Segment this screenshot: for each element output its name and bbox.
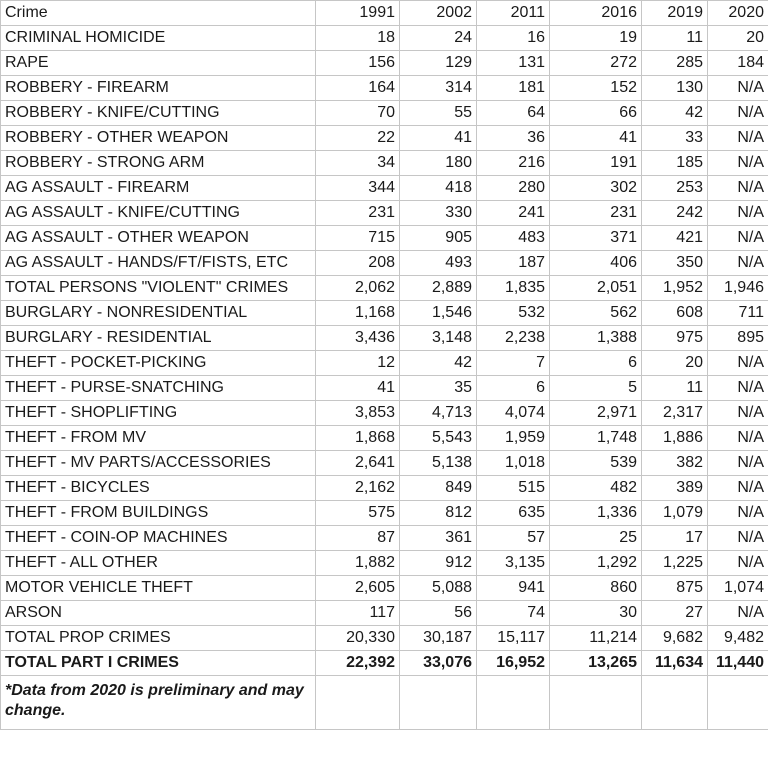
value-cell: 849	[400, 476, 477, 501]
value-cell: 3,436	[316, 326, 400, 351]
value-cell: 185	[642, 151, 708, 176]
value-cell: 5,088	[400, 576, 477, 601]
value-cell: N/A	[708, 351, 768, 376]
value-cell: 285	[642, 51, 708, 76]
table-row	[1, 601, 768, 626]
value-cell: 11,634	[642, 651, 708, 676]
value-cell: 241	[477, 201, 550, 226]
value-cell: 74	[477, 601, 550, 626]
crime-name-cell: THEFT - ALL OTHER	[1, 551, 316, 576]
value-cell: 812	[400, 501, 477, 526]
value-cell: N/A	[708, 476, 768, 501]
empty-cell	[477, 676, 550, 730]
table-row	[1, 226, 768, 251]
crime-name-cell: AG ASSAULT - FIREARM	[1, 176, 316, 201]
value-cell: 361	[400, 526, 477, 551]
value-cell: 1,959	[477, 426, 550, 451]
value-cell: 87	[316, 526, 400, 551]
value-cell: 4,074	[477, 401, 550, 426]
table-row	[1, 576, 768, 601]
value-cell: 152	[550, 76, 642, 101]
value-cell: 350	[642, 251, 708, 276]
value-cell: 3,853	[316, 401, 400, 426]
value-cell: 20	[642, 351, 708, 376]
value-cell: N/A	[708, 101, 768, 126]
value-cell: 483	[477, 226, 550, 251]
value-cell: 875	[642, 576, 708, 601]
value-cell: 117	[316, 601, 400, 626]
value-cell: 715	[316, 226, 400, 251]
crime-name-cell: ROBBERY - OTHER WEAPON	[1, 126, 316, 151]
value-cell: 493	[400, 251, 477, 276]
value-cell: 41	[550, 126, 642, 151]
crime-name-cell: BURGLARY - NONRESIDENTIAL	[1, 301, 316, 326]
table-row	[1, 176, 768, 201]
empty-cell	[316, 676, 400, 730]
value-cell: 11,440	[708, 651, 768, 676]
value-cell: 181	[477, 76, 550, 101]
crime-name-cell: THEFT - PURSE-SNATCHING	[1, 376, 316, 401]
value-cell: 418	[400, 176, 477, 201]
value-cell: 1,225	[642, 551, 708, 576]
value-cell: 5	[550, 376, 642, 401]
crime-name-cell: BURGLARY - RESIDENTIAL	[1, 326, 316, 351]
crime-name-cell: AG ASSAULT - HANDS/FT/FISTS, ETC	[1, 251, 316, 276]
value-cell: 482	[550, 476, 642, 501]
value-cell: 13,265	[550, 651, 642, 676]
column-header-2011: 2011	[477, 1, 550, 26]
value-cell: N/A	[708, 401, 768, 426]
empty-cell	[400, 676, 477, 730]
crime-name-cell: ARSON	[1, 601, 316, 626]
value-cell: 55	[400, 101, 477, 126]
value-cell: 2,162	[316, 476, 400, 501]
table-row	[1, 276, 768, 301]
value-cell: 180	[400, 151, 477, 176]
value-cell: 1,952	[642, 276, 708, 301]
crime-name-cell: THEFT - FROM BUILDINGS	[1, 501, 316, 526]
value-cell: 1,292	[550, 551, 642, 576]
header-row	[1, 1, 768, 26]
crime-name-cell: THEFT - BICYCLES	[1, 476, 316, 501]
value-cell: 33	[642, 126, 708, 151]
value-cell: 7	[477, 351, 550, 376]
value-cell: 24	[400, 26, 477, 51]
value-cell: 280	[477, 176, 550, 201]
value-cell: 131	[477, 51, 550, 76]
value-cell: 16	[477, 26, 550, 51]
value-cell: N/A	[708, 201, 768, 226]
value-cell: 2,641	[316, 451, 400, 476]
value-cell: 532	[477, 301, 550, 326]
value-cell: 17	[642, 526, 708, 551]
value-cell: 1,868	[316, 426, 400, 451]
value-cell: 3,135	[477, 551, 550, 576]
value-cell: 12	[316, 351, 400, 376]
table-row	[1, 151, 768, 176]
value-cell: 30,187	[400, 626, 477, 651]
value-cell: N/A	[708, 526, 768, 551]
value-cell: N/A	[708, 426, 768, 451]
table-row	[1, 301, 768, 326]
crime-name-cell: ROBBERY - STRONG ARM	[1, 151, 316, 176]
value-cell: 33,076	[400, 651, 477, 676]
crime-name-cell: TOTAL PART I CRIMES	[1, 651, 316, 676]
value-cell: 1,886	[642, 426, 708, 451]
value-cell: 11	[642, 26, 708, 51]
column-header-1991: 1991	[316, 1, 400, 26]
footnote-row	[1, 676, 768, 730]
value-cell: 635	[477, 501, 550, 526]
value-cell: N/A	[708, 126, 768, 151]
table-row	[1, 501, 768, 526]
value-cell: 2,605	[316, 576, 400, 601]
value-cell: 272	[550, 51, 642, 76]
value-cell: 406	[550, 251, 642, 276]
value-cell: 539	[550, 451, 642, 476]
table-row	[1, 76, 768, 101]
crime-name-cell: MOTOR VEHICLE THEFT	[1, 576, 316, 601]
value-cell: 18	[316, 26, 400, 51]
value-cell: 314	[400, 76, 477, 101]
value-cell: 860	[550, 576, 642, 601]
value-cell: 1,882	[316, 551, 400, 576]
value-cell: 5,138	[400, 451, 477, 476]
empty-cell	[642, 676, 708, 730]
value-cell: 344	[316, 176, 400, 201]
value-cell: 1,388	[550, 326, 642, 351]
value-cell: N/A	[708, 601, 768, 626]
crime-name-cell: THEFT - SHOPLIFTING	[1, 401, 316, 426]
column-header-2002: 2002	[400, 1, 477, 26]
value-cell: 302	[550, 176, 642, 201]
value-cell: 56	[400, 601, 477, 626]
value-cell: 1,336	[550, 501, 642, 526]
value-cell: 231	[550, 201, 642, 226]
crime-name-cell: THEFT - COIN-OP MACHINES	[1, 526, 316, 551]
value-cell: 2,317	[642, 401, 708, 426]
value-cell: 253	[642, 176, 708, 201]
value-cell: 562	[550, 301, 642, 326]
value-cell: 36	[477, 126, 550, 151]
crime-name-cell: RAPE	[1, 51, 316, 76]
table-row	[1, 351, 768, 376]
value-cell: 231	[316, 201, 400, 226]
value-cell: 9,682	[642, 626, 708, 651]
value-cell: 975	[642, 326, 708, 351]
value-cell: N/A	[708, 451, 768, 476]
value-cell: 30	[550, 601, 642, 626]
crime-name-cell: AG ASSAULT - OTHER WEAPON	[1, 226, 316, 251]
value-cell: 35	[400, 376, 477, 401]
value-cell: N/A	[708, 176, 768, 201]
value-cell: 22,392	[316, 651, 400, 676]
value-cell: 216	[477, 151, 550, 176]
value-cell: 1,946	[708, 276, 768, 301]
value-cell: 1,546	[400, 301, 477, 326]
value-cell: 6	[477, 376, 550, 401]
table-row	[1, 26, 768, 51]
value-cell: 6	[550, 351, 642, 376]
value-cell: 22	[316, 126, 400, 151]
value-cell: 3,148	[400, 326, 477, 351]
value-cell: 41	[400, 126, 477, 151]
value-cell: 905	[400, 226, 477, 251]
table-row	[1, 551, 768, 576]
value-cell: 11	[642, 376, 708, 401]
value-cell: 57	[477, 526, 550, 551]
value-cell: 382	[642, 451, 708, 476]
value-cell: 164	[316, 76, 400, 101]
value-cell: 5,543	[400, 426, 477, 451]
value-cell: 66	[550, 101, 642, 126]
value-cell: 2,238	[477, 326, 550, 351]
value-cell: 515	[477, 476, 550, 501]
value-cell: 19	[550, 26, 642, 51]
value-cell: 156	[316, 51, 400, 76]
value-cell: N/A	[708, 151, 768, 176]
value-cell: 25	[550, 526, 642, 551]
value-cell: 1,748	[550, 426, 642, 451]
value-cell: 70	[316, 101, 400, 126]
table-row	[1, 476, 768, 501]
value-cell: 130	[642, 76, 708, 101]
value-cell: N/A	[708, 376, 768, 401]
value-cell: 129	[400, 51, 477, 76]
value-cell: 191	[550, 151, 642, 176]
value-cell: 15,117	[477, 626, 550, 651]
table-row	[1, 376, 768, 401]
value-cell: 11,214	[550, 626, 642, 651]
table-row	[1, 51, 768, 76]
value-cell: N/A	[708, 76, 768, 101]
value-cell: 895	[708, 326, 768, 351]
value-cell: 34	[316, 151, 400, 176]
value-cell: 187	[477, 251, 550, 276]
crime-name-cell: THEFT - FROM MV	[1, 426, 316, 451]
empty-cell	[550, 676, 642, 730]
value-cell: 20,330	[316, 626, 400, 651]
value-cell: 42	[400, 351, 477, 376]
value-cell: 1,074	[708, 576, 768, 601]
table-row	[1, 526, 768, 551]
value-cell: 421	[642, 226, 708, 251]
value-cell: 184	[708, 51, 768, 76]
value-cell: 16,952	[477, 651, 550, 676]
value-cell: 42	[642, 101, 708, 126]
table-row	[1, 251, 768, 276]
crime-name-cell: CRIMINAL HOMICIDE	[1, 26, 316, 51]
value-cell: 912	[400, 551, 477, 576]
table-row	[1, 626, 768, 651]
value-cell: 27	[642, 601, 708, 626]
table-body	[1, 1, 768, 730]
crime-name-cell: THEFT - POCKET-PICKING	[1, 351, 316, 376]
value-cell: 2,062	[316, 276, 400, 301]
table-row	[1, 426, 768, 451]
crime-name-cell: TOTAL PROP CRIMES	[1, 626, 316, 651]
crime-name-cell: THEFT - MV PARTS/ACCESSORIES	[1, 451, 316, 476]
table-row	[1, 326, 768, 351]
total-row	[1, 651, 768, 676]
table-row	[1, 401, 768, 426]
table-row	[1, 201, 768, 226]
empty-cell	[708, 676, 768, 730]
value-cell: 371	[550, 226, 642, 251]
column-header-crime: Crime	[1, 1, 316, 26]
value-cell: 20	[708, 26, 768, 51]
value-cell: 242	[642, 201, 708, 226]
value-cell: 64	[477, 101, 550, 126]
value-cell: N/A	[708, 251, 768, 276]
value-cell: 1,018	[477, 451, 550, 476]
value-cell: 41	[316, 376, 400, 401]
crime-name-cell: ROBBERY - KNIFE/CUTTING	[1, 101, 316, 126]
value-cell: N/A	[708, 226, 768, 251]
column-header-2020: 2020	[708, 1, 768, 26]
crime-name-cell: TOTAL PERSONS "VIOLENT" CRIMES	[1, 276, 316, 301]
value-cell: 711	[708, 301, 768, 326]
value-cell: 4,713	[400, 401, 477, 426]
value-cell: N/A	[708, 551, 768, 576]
crime-name-cell: ROBBERY - FIREARM	[1, 76, 316, 101]
value-cell: 575	[316, 501, 400, 526]
value-cell: 2,889	[400, 276, 477, 301]
value-cell: 208	[316, 251, 400, 276]
value-cell: 608	[642, 301, 708, 326]
table-row	[1, 101, 768, 126]
value-cell: 9,482	[708, 626, 768, 651]
column-header-2019: 2019	[642, 1, 708, 26]
value-cell: 1,079	[642, 501, 708, 526]
value-cell: 2,051	[550, 276, 642, 301]
value-cell: 330	[400, 201, 477, 226]
value-cell: 1,835	[477, 276, 550, 301]
crime-name-cell: AG ASSAULT - KNIFE/CUTTING	[1, 201, 316, 226]
column-header-2016: 2016	[550, 1, 642, 26]
value-cell: 941	[477, 576, 550, 601]
table-row	[1, 451, 768, 476]
value-cell: N/A	[708, 501, 768, 526]
value-cell: 1,168	[316, 301, 400, 326]
value-cell: 2,971	[550, 401, 642, 426]
table-row	[1, 126, 768, 151]
footnote: *Data from 2020 is preliminary and may change.	[1, 676, 316, 730]
value-cell: 389	[642, 476, 708, 501]
